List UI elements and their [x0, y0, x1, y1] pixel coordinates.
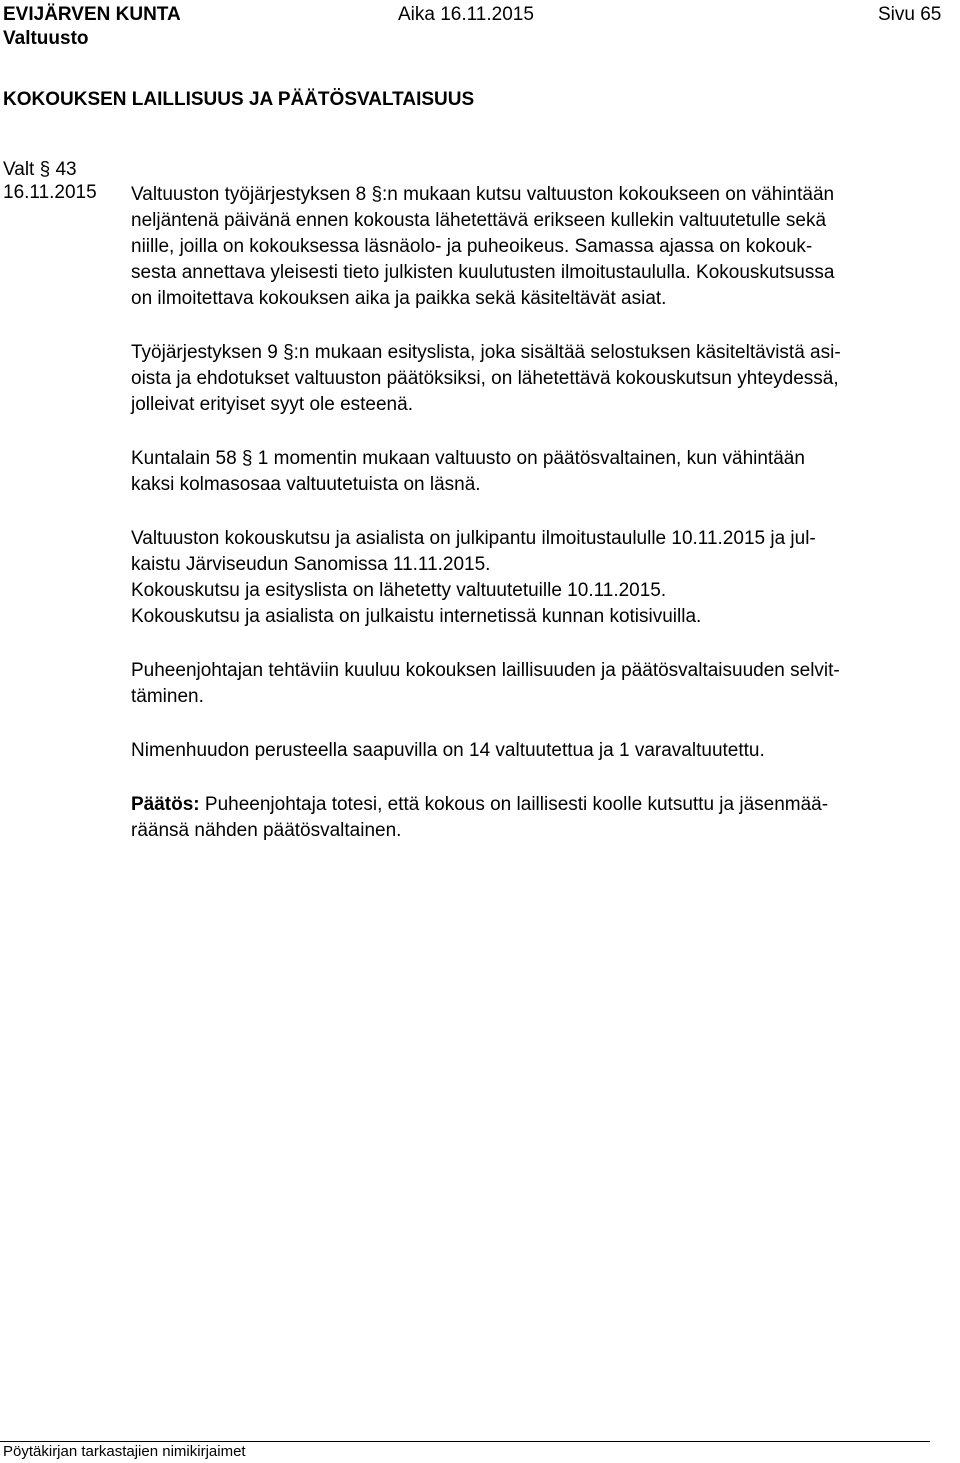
paragraph-decision — [131, 792, 943, 844]
page-number: Sivu 65 — [878, 4, 942, 25]
text-line: Työjärjestyksen 9 §:n mukaan esityslista, joka sisältää selostuksen käsiteltävistä asi- — [131, 342, 841, 363]
text-line: jolleivat erityiset syyt ole esteenä. — [131, 394, 413, 415]
section-title: KOKOUKSEN LAILLISUUS JA PÄÄTÖSVALTAISUUS — [3, 89, 475, 110]
decision-text: Puheenjohtaja totesi, että kokous on laillisesti koolle kutsuttu ja jäsenmää- — [199, 794, 829, 815]
section-date: 16.11.2015 — [3, 182, 97, 203]
footer-divider — [0, 1441, 930, 1442]
text-line: sesta annettava yleisesti tieto julkisten kuulutusten ilmoitustaululla. Kokouskutsussa — [131, 262, 835, 283]
meeting-date: Aika 16.11.2015 — [398, 4, 534, 25]
text-line: neljäntenä päivänä ennen kokousta lähetettävä erikseen kullekin valtuutetulle sekä — [131, 210, 827, 231]
text-line: täminen. — [131, 686, 204, 707]
text-line: Nimenhuudon perusteella saapuvilla on 14 valtuutettua ja 1 varavaltuutettu. — [131, 740, 765, 761]
text-line: Kokouskutsu ja esityslista on lähetetty valtuutetuille 10.11.2015. — [131, 580, 667, 601]
text-line: Puheenjohtajan tehtäviin kuuluu kokouksen laillisuuden ja päätösvaltaisuuden selvit- — [131, 660, 840, 681]
paragraph-invitation-rules — [131, 182, 943, 312]
body-name: Valtuusto — [3, 28, 89, 49]
text-line: kaksi kolmasosaa valtuutetuista on läsnä. — [131, 474, 481, 495]
paragraph-quorum-law — [131, 446, 943, 498]
paragraph-chair-duty — [131, 658, 943, 710]
text-line: Kuntalain 58 § 1 momentin mukaan valtuusto on päätösvaltainen, kun vähintään — [131, 448, 805, 469]
text-line: räänsä nähden päätösvaltainen. — [131, 820, 402, 841]
minutes-body — [131, 182, 943, 844]
footer-initials-label: Pöytäkirjan tarkastajien nimikirjaimet — [3, 1443, 246, 1460]
paragraph-agenda-rules — [131, 340, 943, 418]
text-line: kaistu Järviseudun Sanomissa 11.11.2015. — [131, 554, 491, 575]
paragraph-publication — [131, 526, 943, 630]
section-number: Valt § 43 — [3, 159, 77, 180]
text-line: oista ja ehdotukset valtuuston päätöksiksi, on lähetettävä kokouskutsun yhteydessä, — [131, 368, 839, 389]
text-line: niille, joilla on kokouksessa läsnäolo- ja puheoikeus. Samassa ajassa on kokouk- — [131, 236, 813, 257]
text-line: Kokouskutsu ja asialista on julkaistu internetissä kunnan kotisivuilla. — [131, 606, 702, 627]
decision-label: Päätös: — [131, 794, 200, 815]
organization-name: EVIJÄRVEN KUNTA — [3, 4, 181, 25]
decision-line — [131, 792, 943, 818]
paragraph-roll-call — [131, 738, 943, 764]
text-line: on ilmoitettava kokouksen aika ja paikka sekä käsiteltävät asiat. — [131, 288, 667, 309]
text-line: Valtuuston työjärjestyksen 8 §:n mukaan kutsu valtuuston kokoukseen on vähintään — [131, 184, 835, 205]
text-line: Valtuuston kokouskutsu ja asialista on julkipantu ilmoitustaululle 10.11.2015 ja jul- — [131, 528, 816, 549]
